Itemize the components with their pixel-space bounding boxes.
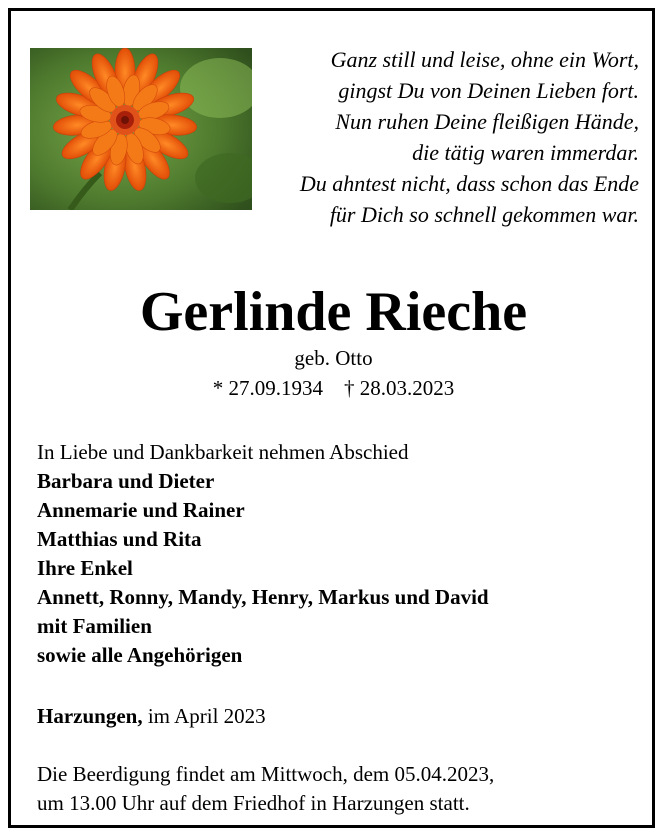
maiden-name: geb. Otto (294, 346, 373, 370)
mourner-line: Barbara und Dieter (37, 469, 215, 493)
mourner-line: Annett, Ronny, Mandy, Henry, Markus und David (37, 585, 489, 609)
mourner-line: Matthias und Rita (37, 527, 202, 551)
funeral-notice (37, 760, 637, 818)
poem-line: gingst Du von Deinen Lieben fort. (338, 78, 639, 103)
place-date-line (37, 702, 637, 731)
mourners-intro: In Liebe und Dankbarkeit nehmen Abschied (37, 440, 409, 464)
deceased-name: Gerlinde Rieche (139, 281, 528, 343)
funeral-line: Die Beerdigung findet am Mittwoch, dem 05.04.2023, (37, 762, 495, 786)
place-town: Harzungen, (37, 704, 143, 728)
poem (239, 44, 639, 230)
poem-line: für Dich so schnell gekommen war. (329, 202, 639, 227)
mourner-line: Annemarie und Rainer (37, 498, 245, 522)
mourner-line: sowie alle Angehörigen (37, 643, 243, 667)
flower-photo (30, 48, 252, 210)
poem-line: die tätig waren immerdar. (412, 140, 639, 165)
poem-line: Du ahntest nicht, dass schon das Ende (299, 171, 639, 196)
life-dates: * 27.09.1934 † 28.03.2023 (212, 376, 455, 400)
funeral-line: um 13.00 Uhr auf dem Friedhof in Harzungen statt. (37, 791, 470, 815)
mourner-line: Ihre Enkel (37, 556, 133, 580)
place-date: im April 2023 (142, 704, 266, 728)
mourners-block (37, 438, 637, 670)
poem-line: Ganz still und leise, ohne ein Wort, (330, 47, 639, 72)
poem-line: Nun ruhen Deine fleißigen Hände, (335, 109, 639, 134)
mourner-line: mit Familien (37, 614, 152, 638)
